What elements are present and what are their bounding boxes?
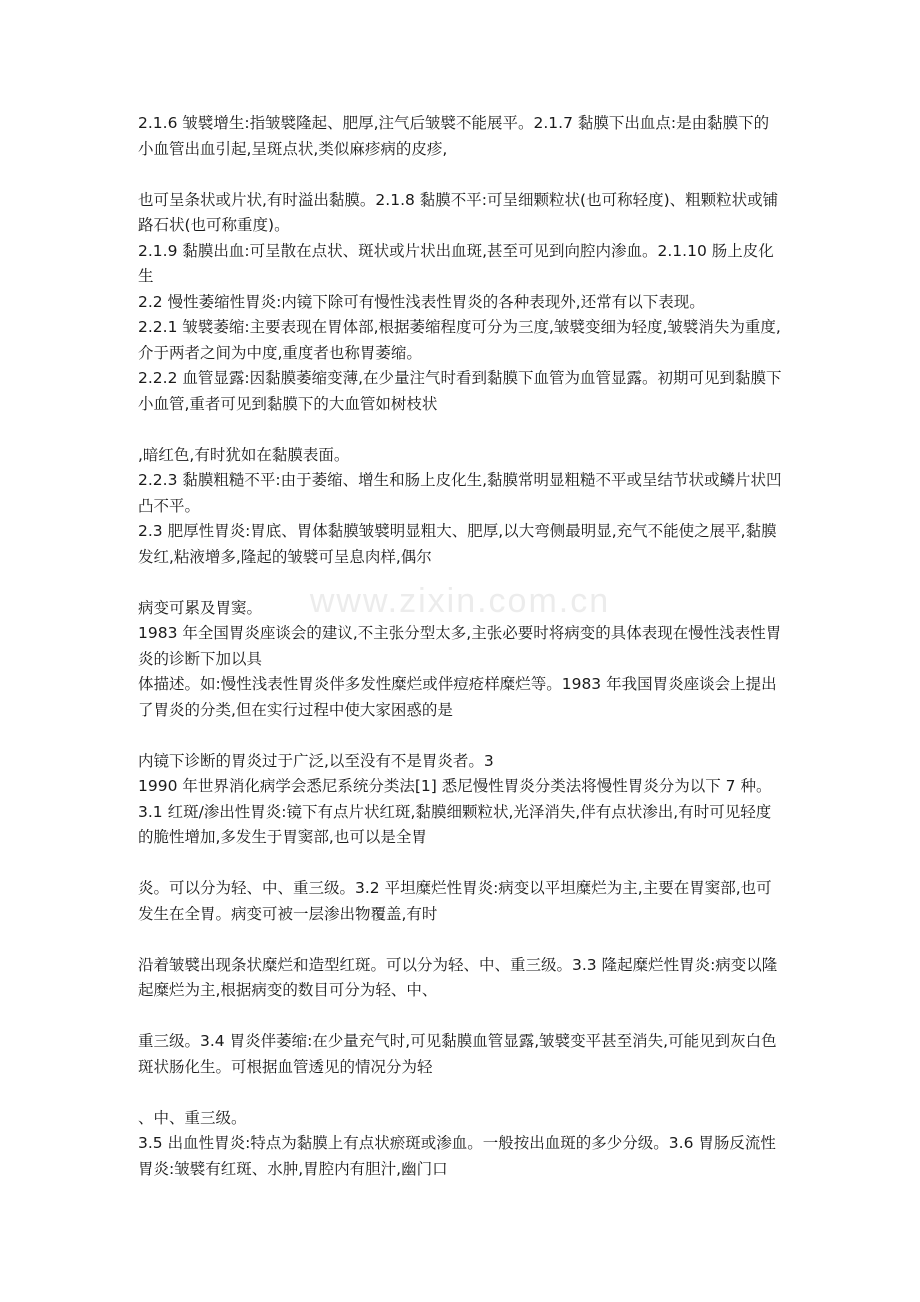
paragraph-gap <box>138 570 784 596</box>
paragraph: 病变可累及胃窦。 <box>138 598 263 617</box>
document-body <box>138 111 784 1182</box>
paragraph: 、中、重三级。 <box>138 1108 247 1127</box>
paragraph: 沿着皱襞出现条状糜烂和造型红斑。可以分为轻、中、重三级。3.3 隆起糜烂性胃炎:病变以隆起糜烂为主,根据病变的数目可分为轻、中、 <box>138 955 778 999</box>
paragraph-gap <box>138 851 784 877</box>
paragraph-gap <box>138 723 784 749</box>
paragraph: 内镜下诊断的胃炎过于广泛,以至没有不是胃炎者。3 <box>138 751 494 770</box>
paragraph-gap <box>138 162 784 188</box>
paragraph: 2.1.6 皱襞增生:指皱襞隆起、肥厚,注气后皱襞不能展平。2.1.7 黏膜下出血点:是由黏膜下的小血管出血引起,呈斑点状,类似麻疹病的皮疹, <box>138 114 770 158</box>
paragraph: 炎。可以分为轻、中、重三级。3.2 平坦糜烂性胃炎:病变以平坦糜烂为主,主要在胃窦部,也可发生在全胃。病变可被一层渗出物覆盖,有时 <box>138 879 772 923</box>
paragraph: 2.2.2 血管显露:因黏膜萎缩变薄,在少量注气时看到黏膜下血管为血管显露。初期可见到黏膜下小血管,重者可见到黏膜下的大血管如树枝状 <box>138 369 782 413</box>
paragraph-gap <box>138 1004 784 1030</box>
paragraph: 3.1 红斑/渗出性胃炎:镜下有点片状红斑,黏膜细颗粒状,光泽消失,伴有点状渗出,有时可见轻度的脆性增加,多发生于胃窦部,也可以是全胃 <box>138 802 772 846</box>
paragraph: 也可呈条状或片状,有时溢出黏膜。2.1.8 黏膜不平:可呈细颗粒状(也可称轻度)、粗颗粒状或铺路石状(也可称重度)。 <box>138 190 779 234</box>
paragraph: 2.2 慢性萎缩性胃炎:内镜下除可有慢性浅表性胃炎的各种表现外,还常有以下表现。 <box>138 292 705 311</box>
paragraph: 2.1.9 黏膜出血:可呈散在点状、斑状或片状出血斑,甚至可见到向腔内渗血。2.1.10 肠上皮化生 <box>138 241 774 285</box>
paragraph-gap <box>138 927 784 953</box>
paragraph-gap <box>138 1080 784 1106</box>
paragraph: ,暗红色,有时犹如在黏膜表面。 <box>138 445 350 464</box>
paragraph: 2.2.1 皱襞萎缩:主要表现在胃体部,根据萎缩程度可分为三度,皱襞变细为轻度,皱襞消失为重度,介于两者之间为中度,重度者也称胃萎缩。 <box>138 318 781 362</box>
paragraph: 2.3 肥厚性胃炎:胃底、胃体黏膜皱襞明显粗大、肥厚,以大弯侧最明显,充气不能使之展平,黏膜发红,粘液增多,隆起的皱襞可呈息肉样,偶尔 <box>138 522 777 566</box>
paragraph: 3.5 出血性胃炎:特点为黏膜上有点状瘀斑或渗血。一般按出血斑的多少分级。3.6 胃肠反流性胃炎:皱襞有红斑、水肿,胃腔内有胆汁,幽门口 <box>138 1134 776 1178</box>
paragraph-gap <box>138 417 784 443</box>
paragraph: 1983 年全国胃炎座谈会的建议,不主张分型太多,主张必要时将病变的具体表现在慢性浅表性胃炎的诊断下加以具 <box>138 624 782 668</box>
watermark: www.zixin.com.cn <box>309 582 611 620</box>
paragraph: 1990 年世界消化病学会悉尼系统分类法[1] 悉尼慢性胃炎分类法将慢性胃炎分为以下 7 种。 <box>138 777 772 795</box>
paragraph: 体描述。如:慢性浅表性胃炎伴多发性糜烂或伴痘疮样糜烂等。1983 年我国胃炎座谈会上提出了胃炎的分类,但在实行过程中使大家困惑的是 <box>138 675 777 719</box>
paragraph: 2.2.3 黏膜粗糙不平:由于萎缩、增生和肠上皮化生,黏膜常明显粗糙不平或呈结节状或鳞片状凹凸不平。 <box>138 471 782 515</box>
paragraph: 重三级。3.4 胃炎伴萎缩:在少量充气时,可见黏膜血管显露,皱襞变平甚至消失,可能见到灰白色斑状肠化生。可根据血管透见的情况分为轻 <box>138 1032 777 1076</box>
